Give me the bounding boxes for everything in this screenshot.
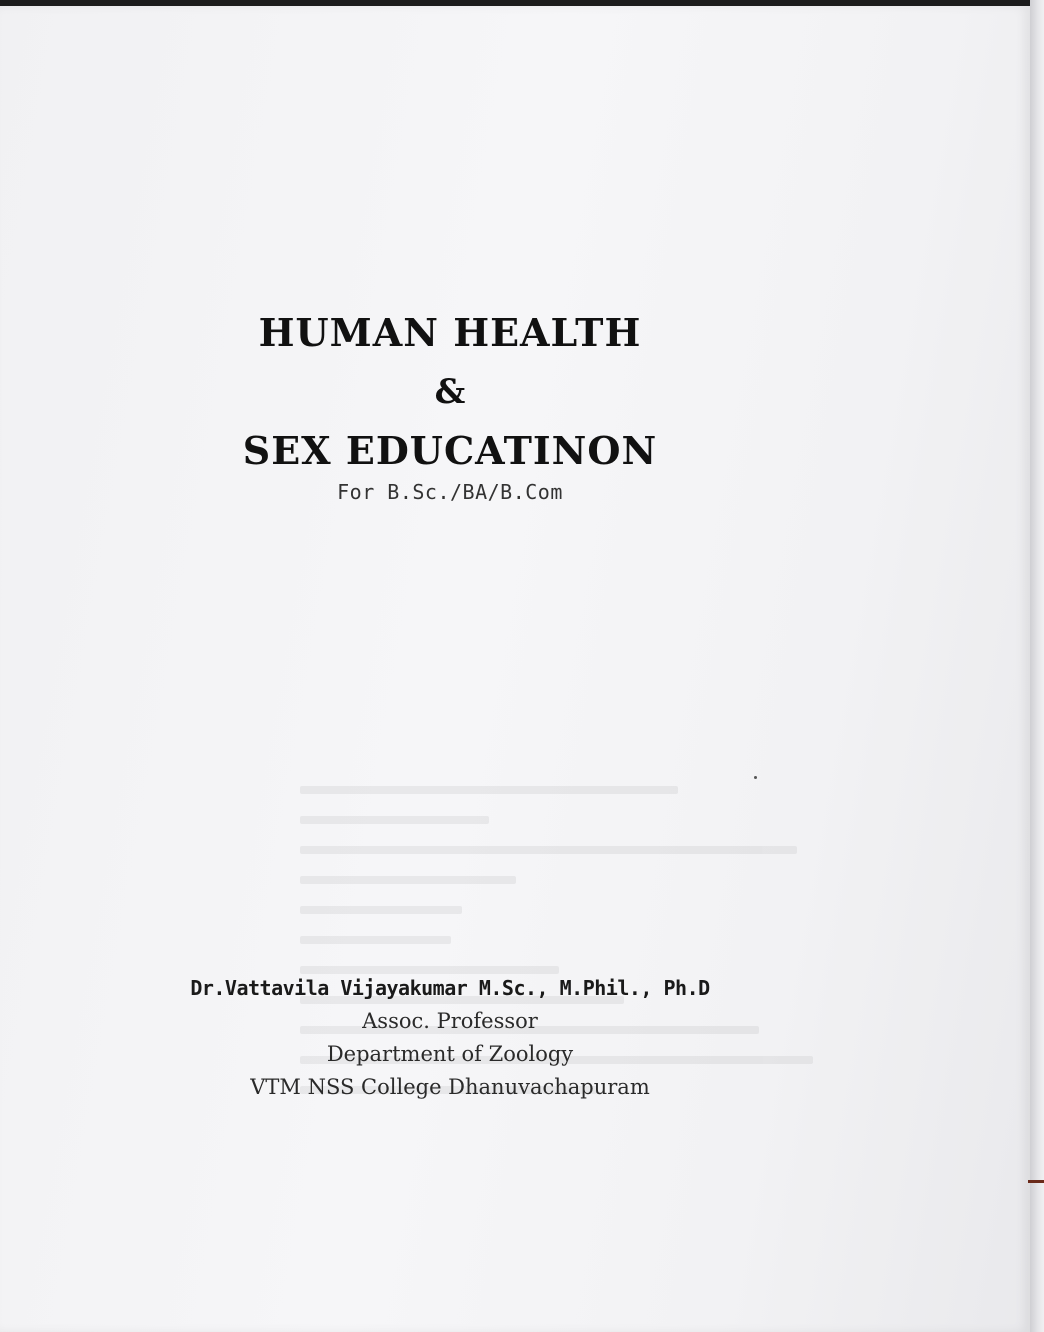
book-title-line-1: HUMAN HEALTH xyxy=(258,310,642,355)
author-name: Dr.Vattavila Vijayakumar M.Sc., M.Phil., Ph.D xyxy=(190,976,710,1000)
book-title-line-2: SEX EDUCATINON xyxy=(242,428,658,473)
paper-speck xyxy=(754,776,757,779)
book-title-ampersand: & xyxy=(434,372,466,412)
book-subtitle: For B.Sc./BA/B.Com xyxy=(337,480,563,504)
page-edge xyxy=(1030,0,1044,1332)
edge-mark xyxy=(1028,1180,1044,1183)
author-institution: VTM NSS College Dhanuvachapuram xyxy=(250,1075,650,1099)
title-page xyxy=(0,6,1030,1332)
author-department: Department of Zoology xyxy=(326,1042,574,1066)
author-block xyxy=(110,971,790,1104)
book-title-block xyxy=(150,306,750,504)
author-position: Assoc. Professor xyxy=(362,1009,538,1033)
